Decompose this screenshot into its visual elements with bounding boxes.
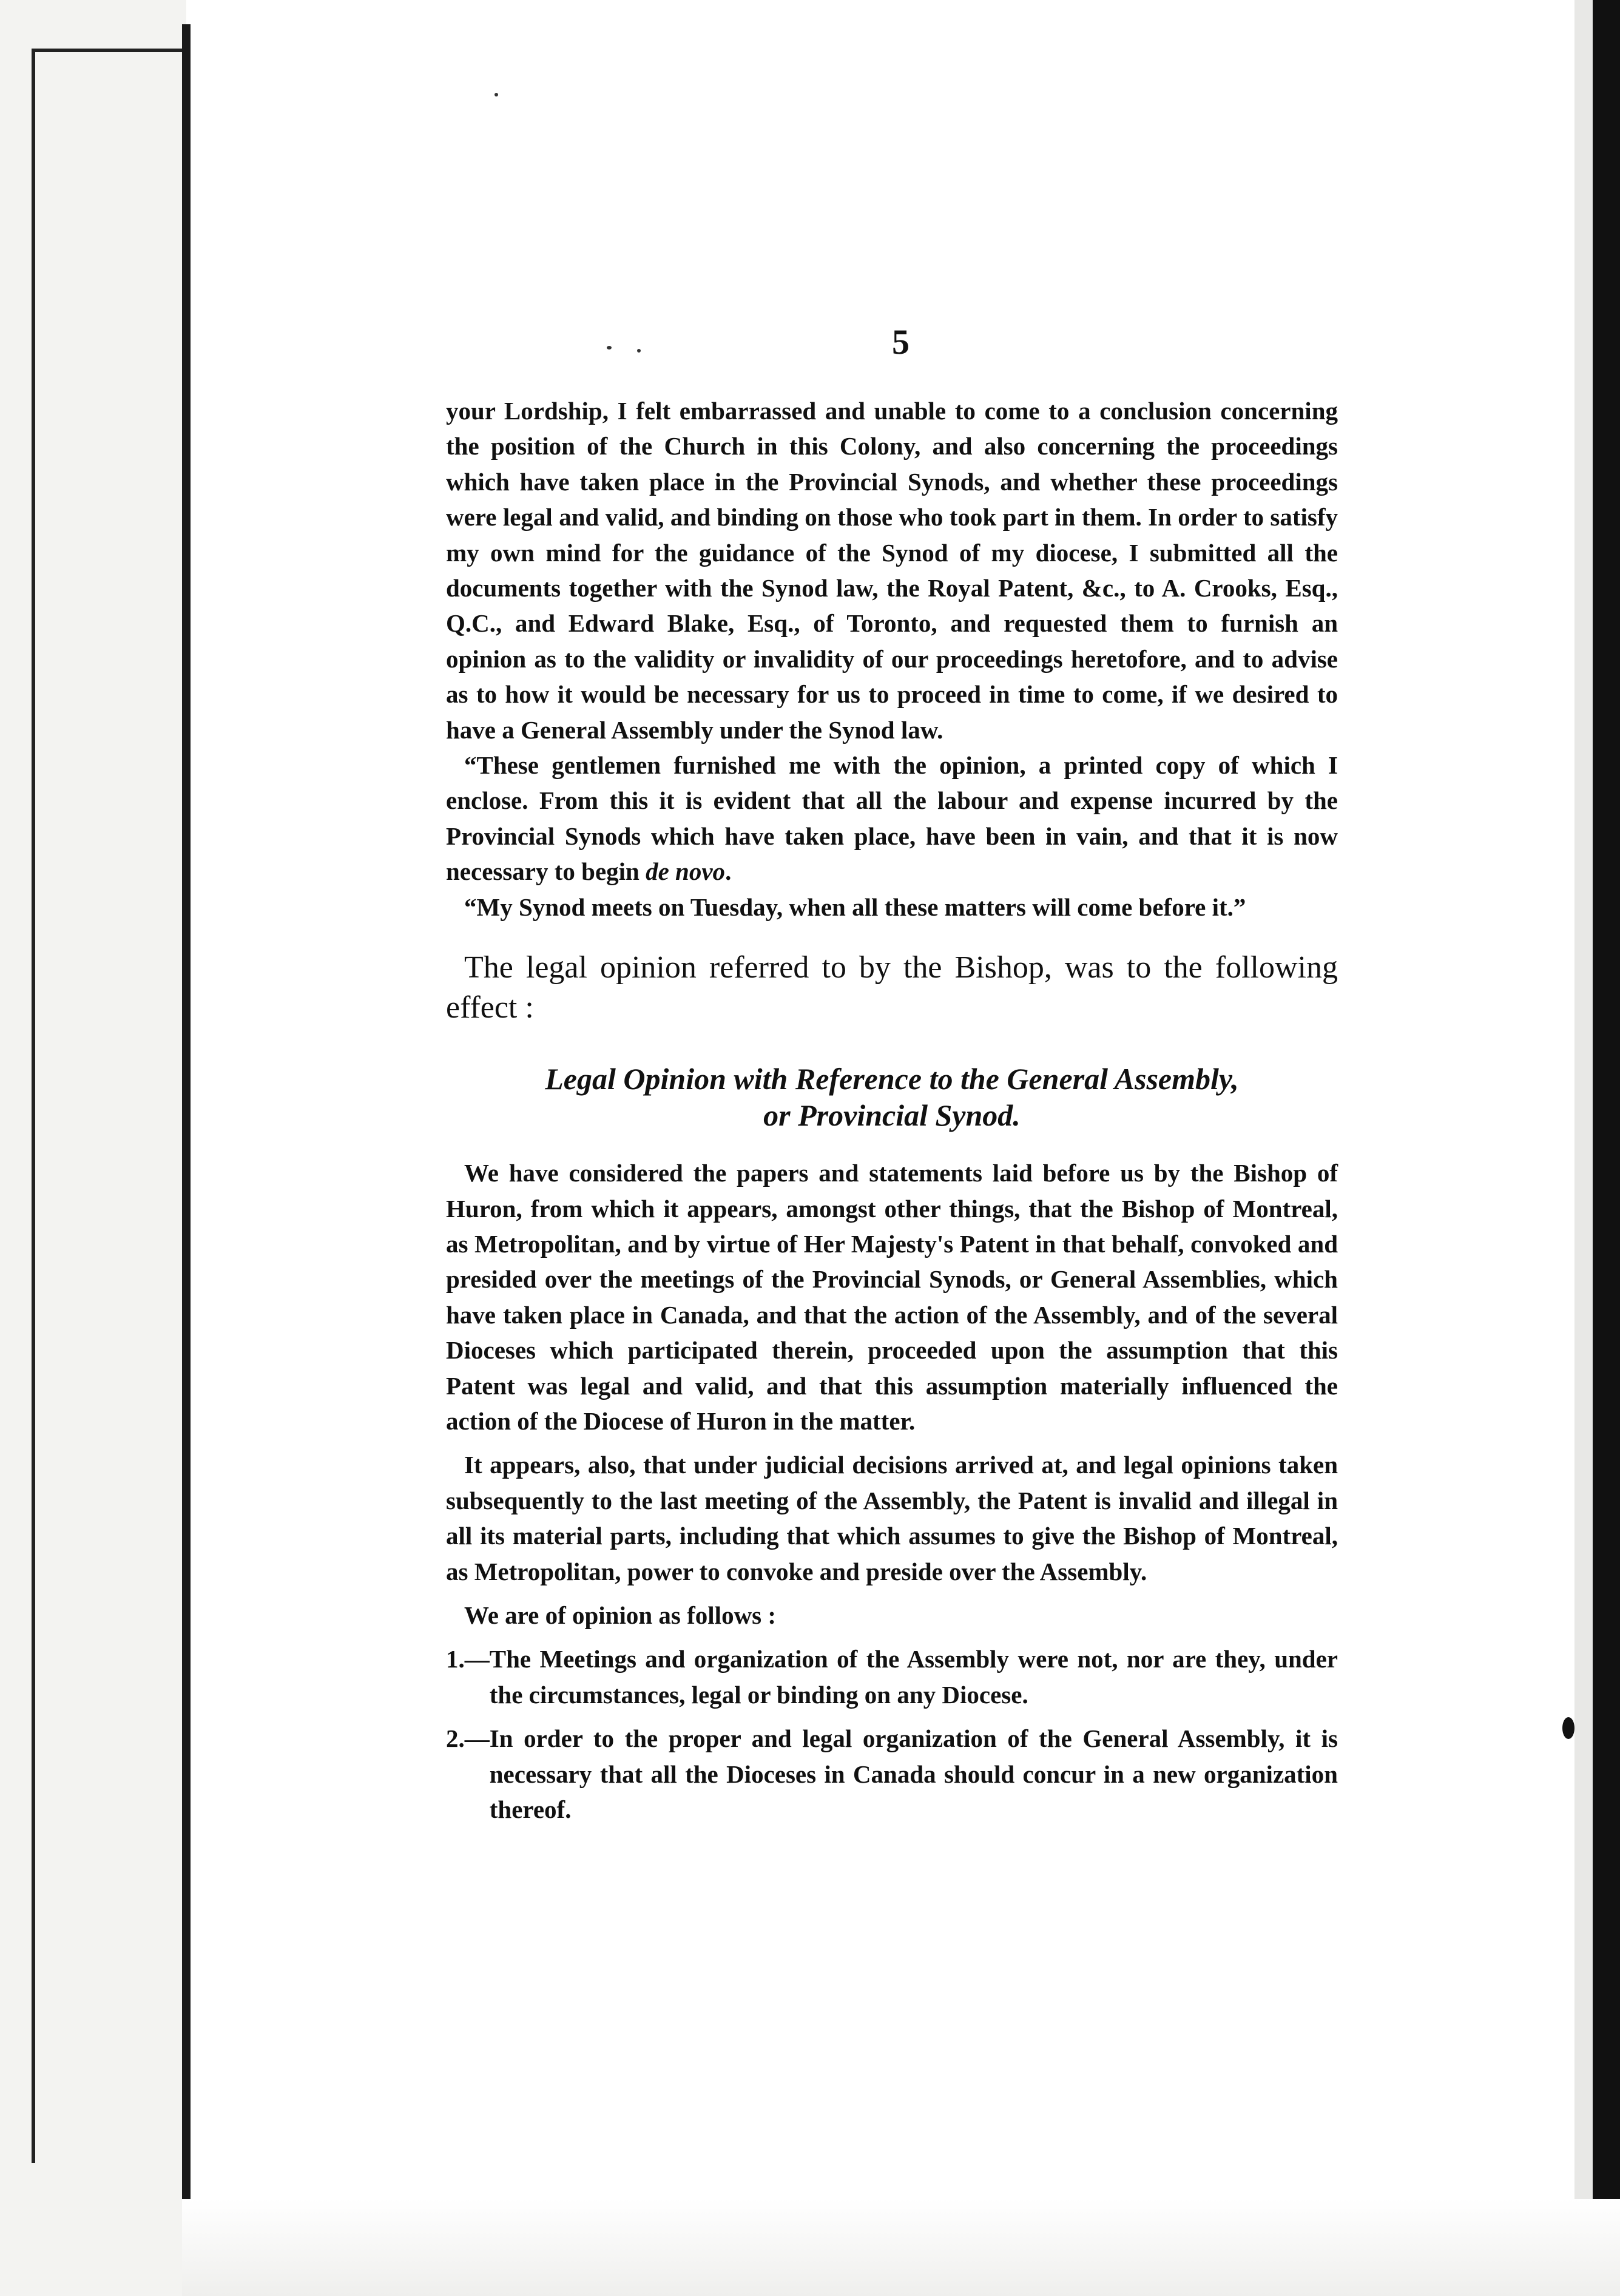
scan-speck (637, 349, 641, 353)
scan-right-border (1593, 0, 1620, 2296)
page-number: 5 (892, 322, 910, 362)
numbered-item-text: The Meetings and organization of the Assembly were not, nor are they, under the circumstances, legal or binding on any Diocese. (489, 1645, 1338, 1709)
letter-paragraph-2-italic: de novo (646, 857, 726, 886)
section-heading-line-1: Legal Opinion with Reference to the General Assembly, (545, 1062, 1239, 1096)
letter-paragraph-2 (446, 748, 1338, 890)
scan-speck (494, 93, 498, 96)
section-heading (446, 1061, 1338, 1133)
numbered-item-number: 2.— (446, 1724, 490, 1753)
numbered-item-number: 1.— (446, 1645, 490, 1673)
scan-speck (607, 346, 612, 349)
letter-paragraph-2-end: . (725, 857, 732, 886)
scan-right-shadow (1574, 0, 1593, 2296)
letter-paragraph-3: “My Synod meets on Tuesday, when all these matters will come before it.” (464, 893, 1246, 921)
section-heading-line-2: or Provincial Synod. (763, 1098, 1021, 1133)
page-gutter-edge (182, 24, 191, 2209)
opinion-paragraph-3: We are of opinion as follows : (464, 1601, 777, 1629)
numbered-item-text: In order to the proper and legal organization of the General Assembly, it is necessary that all the Dioceses in Canada should concur in a new organization thereof. (489, 1724, 1338, 1823)
page-body (446, 393, 1338, 1835)
opinion-paragraph-2: It appears, also, that under judicial decisions arrived at, and legal opinions taken subsequently to the last meeting of the Assembly, the Patent is invalid and illegal in all its material parts, including that which assumes to give the Bishop of Montreal, as Metropolitan, power to convoke and preside over the Assembly. (446, 1451, 1338, 1585)
scan-frame-left (32, 52, 35, 2163)
letter-paragraph-2-text: “These gentlemen furnished me with the opinion, a printed copy of which I enclose. From this it is evident that all the labour and expense incurred by the Provincial Synods which have taken place, have been in vain, and that it is now necessary to begin (446, 751, 1338, 886)
scan-frame-top (32, 49, 184, 52)
letter-paragraph-1: your Lordship, I felt embarrassed and unable to come to a conclusion concerning the position of the Church in this Colony, and also concerning the proceedings which have taken place in the Provincial Synods, and whether these proceedings were legal and valid, and binding on those who took part in them. In order to satisfy my own mind for the guidance of the Synod of my diocese, I submitted all the documents together with the Synod law, the Royal Patent, &c., to A. Crooks, Esq., Q.C., and Edward Blake, Esq., of Toronto, and requested them to furnish an opinion as to the validity or invalidity of our proceedings heretofore, and to advise as to how it would be necessary for us to proceed in time to come, if we desired to have a General Assembly under the Synod law. (446, 397, 1338, 744)
opinion-paragraph-1: We have considered the papers and statements laid before us by the Bishop of Huron, from which it appears, amongst other things, that the Bishop of Montreal, as Metropolitan, and by virtue of Her Majesty's Patent in that behalf, convoked and presided over the meetings of the Provincial Synods, or General Assemblies, which have taken place in Canada, and that the action of the Assembly, and of the several Dioceses which participated therein, proceeded upon the assumption that this Patent was legal and valid, and that this assumption materially influenced the action of the Diocese of Huron in the matter. (446, 1159, 1338, 1435)
intro-paragraph: The legal opinion referred to by the Bishop, was to the following effect : (446, 950, 1338, 1025)
numbered-item (446, 1641, 1338, 1712)
scan-left-margin (0, 0, 186, 2296)
numbered-item (446, 1721, 1338, 1827)
opinion-body (446, 1155, 1338, 1827)
scan-speck (1562, 1717, 1574, 1739)
scan-bottom-edge (182, 2199, 1620, 2296)
